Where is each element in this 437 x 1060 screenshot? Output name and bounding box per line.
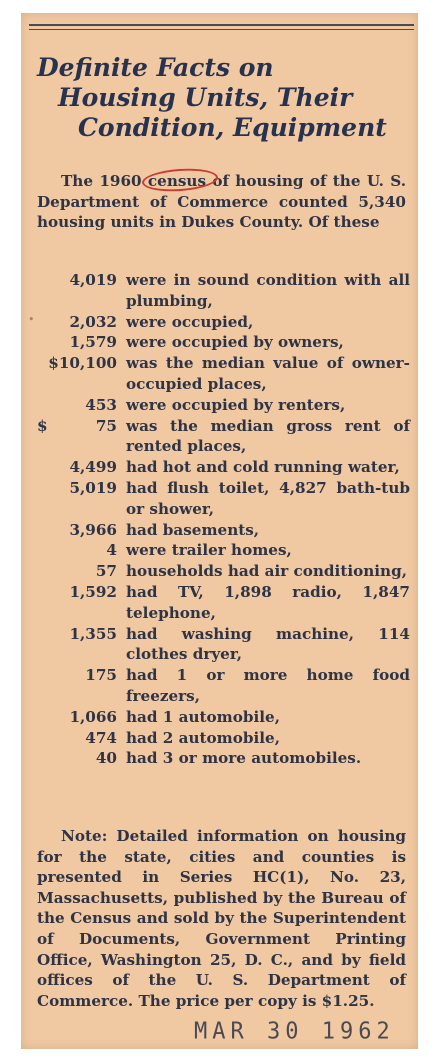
fact-text: were trailer homes, [126, 541, 292, 560]
fact-row [37, 748, 410, 769]
fact-number [37, 270, 126, 312]
headline-line-2: Housing Units, Their [58, 83, 353, 112]
fact-number-value: 4 [106, 541, 117, 560]
headline [37, 53, 409, 143]
fact-text: had washing machine, 114 clothes dryer, [126, 624, 410, 664]
fact-number-value: 57 [95, 562, 117, 581]
fact-number-value: 1,579 [69, 333, 117, 352]
fact-row [37, 728, 410, 749]
fact-number [37, 624, 126, 666]
fact-number [37, 416, 126, 458]
fact-number [37, 332, 126, 353]
fact-text: was the median gross rent of rented places, [126, 416, 410, 456]
fact-text: were occupied by renters, [126, 395, 346, 414]
fact-row [37, 478, 410, 520]
fact-row [37, 395, 410, 416]
fact-number [37, 748, 126, 769]
fact-number [37, 728, 126, 749]
headline-line-1: Definite Facts on [37, 53, 274, 82]
fact-number-value: 175 [85, 666, 117, 685]
newspaper-clipping [21, 13, 418, 1049]
fact-row [37, 520, 410, 541]
fact-number [37, 353, 126, 395]
fact-number-value: 5,019 [69, 478, 117, 497]
fact-number [37, 395, 126, 416]
fact-row [37, 353, 410, 395]
fact-text: had basements, [126, 520, 260, 539]
fact-row [37, 665, 410, 707]
fact-text: households had air conditioning, [126, 562, 407, 581]
top-rule [29, 24, 414, 26]
fact-number-value: 4,499 [69, 458, 117, 477]
fact-text: were occupied, [126, 312, 254, 331]
fact-number-value: 75 [95, 416, 117, 435]
fact-text: were in sound condition with all plumbing, [126, 271, 410, 310]
fact-row [37, 312, 410, 333]
fact-row [37, 416, 410, 458]
fact-number [37, 520, 126, 541]
fact-text: had 2 automobile, [126, 728, 280, 747]
fact-row [37, 540, 410, 561]
fact-number-value: 474 [85, 728, 117, 747]
intro-paragraph [37, 171, 406, 233]
fact-number [37, 582, 126, 624]
fact-number-value: 3,966 [69, 520, 117, 539]
fact-number-value: 1,592 [69, 582, 117, 601]
fact-number-value: 1,355 [69, 624, 117, 643]
fact-number-value: $10,100 [48, 354, 117, 373]
fact-text: had 1 or more home food freezers, [126, 666, 410, 705]
fact-row [37, 624, 410, 666]
intro-text-post: of housing of the U. S. Department of Commerce counted 5,340 housing units in Dukes County. Of these [37, 172, 406, 231]
fact-row [37, 561, 410, 582]
fact-number-value: 1,066 [69, 707, 117, 726]
fact-number [37, 540, 126, 561]
fact-number-value: 2,032 [69, 312, 117, 331]
fact-text: was the median value of owner-occupied places, [126, 354, 410, 393]
fact-row [37, 457, 410, 478]
fact-number [37, 561, 126, 582]
fact-row [37, 270, 410, 312]
facts-list [37, 270, 410, 769]
fact-number [37, 312, 126, 333]
census-word-circled: census [147, 172, 207, 190]
paper-speck: • [28, 313, 35, 326]
fact-number-value: 40 [95, 749, 117, 768]
headline-line-3: Condition, Equipment [78, 113, 387, 142]
fact-row [37, 707, 410, 728]
fact-number [37, 707, 126, 728]
fact-text: had 1 automobile, [126, 707, 280, 726]
intro-text-pre: The 1960 [61, 172, 148, 190]
fact-number-value: 453 [85, 395, 117, 414]
fact-currency: $ [37, 416, 48, 435]
fact-number-value: 4,019 [69, 271, 117, 289]
date-stamp: MAR 30 1962 [194, 1018, 395, 1045]
fact-number [37, 457, 126, 478]
fact-text: had TV, 1,898 radio, 1,847 telephone, [126, 582, 410, 622]
fact-text: were occupied by owners, [126, 333, 344, 352]
fact-number [37, 478, 126, 520]
fact-text: had hot and cold running water, [126, 458, 400, 477]
fact-row [37, 582, 410, 624]
fact-text: had flush toilet, 4,827 bath-tub or shower, [126, 478, 410, 518]
fact-text: had 3 or more automobiles. [126, 749, 362, 768]
top-rule-thin [29, 29, 414, 30]
note-paragraph: Note: Detailed information on housing for the state, cities and counties is presented in Series HC(1), No. 23, Massachusetts, published by the Bureau of the Census and sold by the Superintendent of Documents, Government Printing Office, Washington 25, D. C., and by field offices of the U. S. Department of Commerce. The price per copy is $1.25. [37, 827, 406, 1010]
fact-row [37, 332, 410, 353]
fact-number [37, 665, 126, 707]
